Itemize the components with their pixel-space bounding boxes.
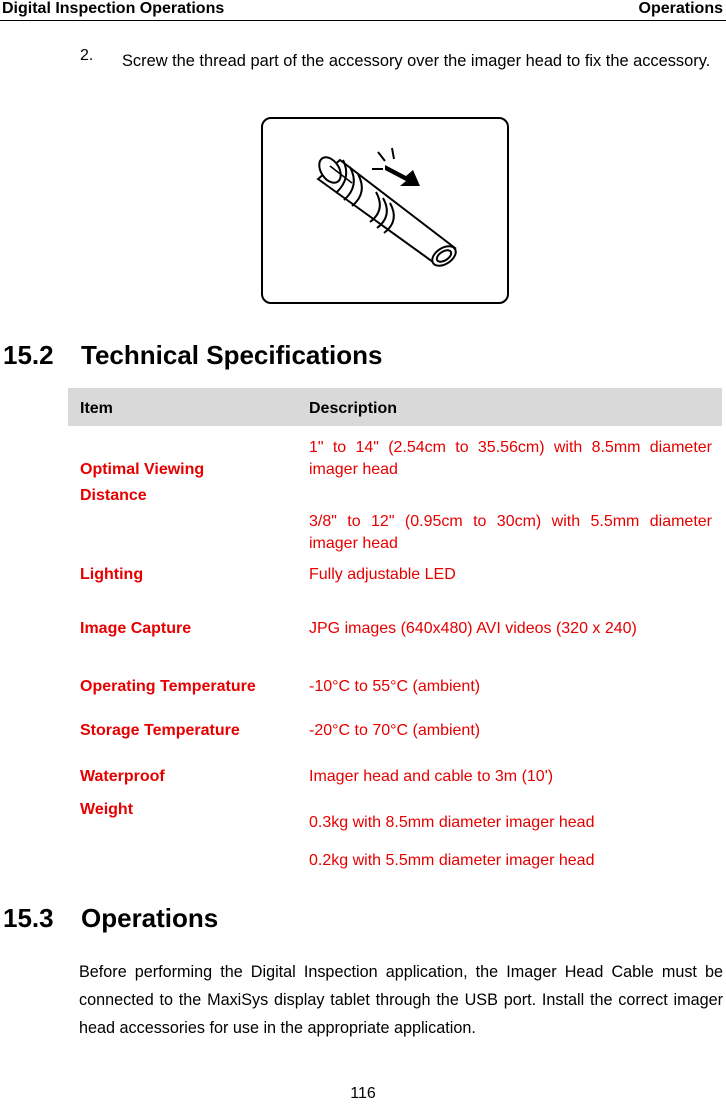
spec-description: -20°C to 70°C (ambient) — [309, 722, 481, 739]
spec-description: 1" to 14" (2.54cm to 35.56cm) with 8.5mm diameter imager head — [309, 439, 712, 478]
header-chapter-title: Digital Inspection Operations — [2, 0, 225, 17]
operations-paragraph: Before performing the Digital Inspection application, the Imager Head Cable must be connected to the MaxiSys display tablet through the USB port. Install the correct imager head accessories for use in the appropriate application. — [79, 963, 723, 1037]
spec-item-label: Weight — [80, 801, 134, 818]
step-number: 2. — [80, 47, 94, 64]
section-number: 15.3 — [3, 903, 54, 933]
spec-description: 0.3kg with 8.5mm diameter imager head — [309, 814, 595, 831]
spec-description: 0.2kg with 5.5mm diameter imager head — [309, 852, 595, 869]
header-section-title: Operations — [638, 0, 723, 17]
spec-description: Fully adjustable LED — [309, 566, 456, 583]
spec-item-label: Storage Temperature — [80, 722, 240, 739]
spec-description: -10°C to 55°C (ambient) — [309, 678, 481, 695]
step-text: Screw the thread part of the accessory over the imager head to fix the accessory. — [122, 52, 711, 70]
spec-description: 3/8" to 12" (0.95cm to 30cm) with 5.5mm diameter imager head — [309, 513, 712, 552]
spec-description: JPG images (640x480) AVI videos (320 x 240) — [309, 620, 637, 637]
spec-item-label: Operating Temperature — [80, 678, 256, 695]
spec-description: Imager head and cable to 3m (10') — [309, 768, 554, 785]
imager-head-accessory-icon — [263, 119, 507, 302]
accessory-figure — [261, 117, 509, 304]
section-title: Operations — [81, 903, 219, 933]
section-heading-specs — [3, 340, 383, 371]
spec-item-label: Image Capture — [80, 620, 192, 637]
spec-item-label: Waterproof — [80, 768, 165, 785]
header-divider — [0, 20, 726, 21]
column-header-description: Description — [309, 400, 398, 417]
section-number: 15.2 — [3, 340, 54, 370]
section-title: Technical Specifications — [81, 340, 383, 370]
spec-item-label: Optimal Viewing Distance — [80, 461, 205, 504]
column-header-item: Item — [80, 400, 113, 417]
spec-item-label: Lighting — [80, 566, 144, 583]
section-heading-operations — [3, 903, 218, 934]
page-number: 116 — [350, 1085, 376, 1102]
